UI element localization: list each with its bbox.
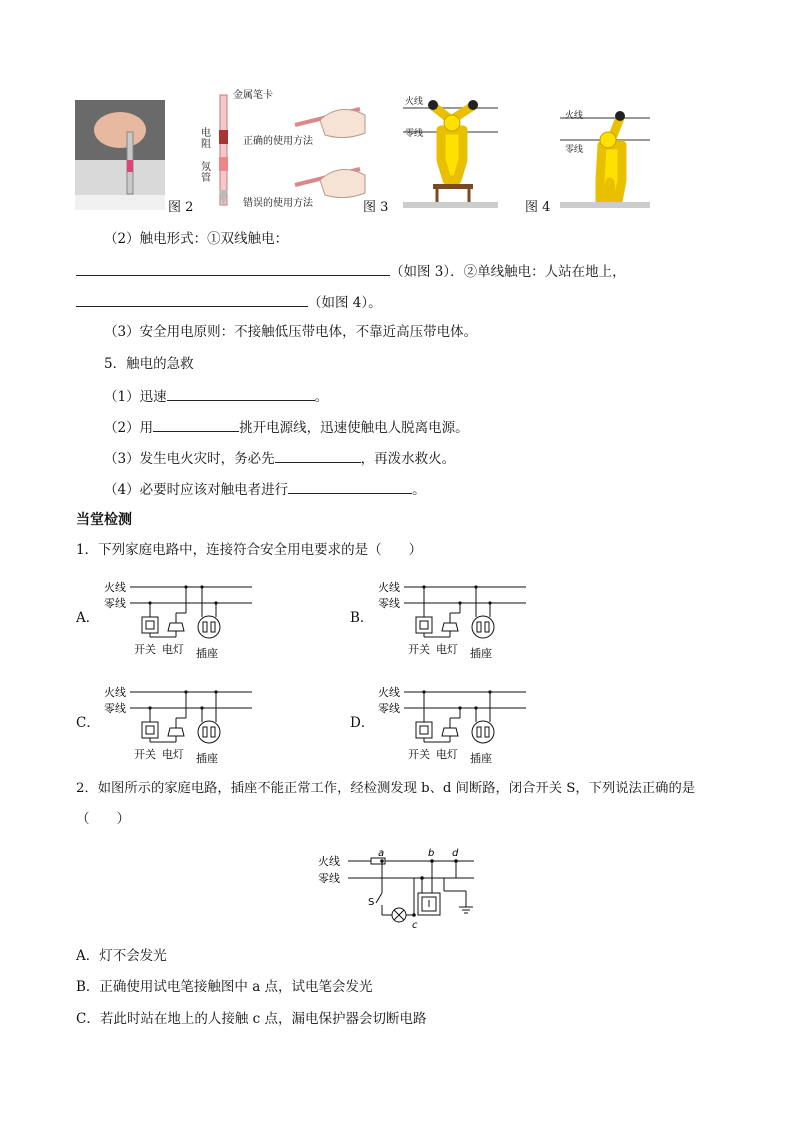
fig3-live-label: 火线 bbox=[405, 97, 424, 107]
tester-photo bbox=[75, 100, 165, 210]
answer-blank[interactable] bbox=[275, 448, 361, 463]
svg-text:开关: 开关 bbox=[134, 643, 156, 656]
q1-option-label-d[interactable]: D． bbox=[350, 715, 375, 731]
first-aid-item1: （1）迅速 。 bbox=[104, 386, 328, 406]
first-aid-item2: （2）用 挑开电源线，迅速使触电人脱离电源。 bbox=[104, 417, 469, 437]
q1-option-label-a[interactable]: A． bbox=[76, 610, 100, 626]
fig4-live-label: 火线 bbox=[565, 111, 584, 121]
check-heading: 当堂检测 bbox=[76, 512, 132, 528]
svg-text:插座: 插座 bbox=[196, 647, 218, 660]
svg-text:电灯: 电灯 bbox=[162, 643, 184, 656]
q1-circuit-c[interactable] bbox=[104, 680, 254, 765]
figure-row bbox=[75, 80, 675, 215]
svg-text:S: S bbox=[368, 897, 375, 908]
question-1: 1．下列家庭电路中，连接符合安全用电要求的是（ ） bbox=[76, 542, 423, 558]
q1-option-label-c[interactable]: C． bbox=[76, 715, 100, 731]
svg-text:零线: 零线 bbox=[104, 597, 126, 610]
fig3-caption: 图 3 bbox=[363, 200, 389, 215]
svg-text:电灯: 电灯 bbox=[436, 643, 458, 656]
svg-text:电灯: 电灯 bbox=[436, 748, 458, 761]
svg-text:插座: 插座 bbox=[196, 752, 218, 765]
first-aid-item3: （3）发生电火灾时，务必先 ，再泼水救火。 bbox=[104, 448, 455, 468]
q2-option-b[interactable]: B．正确使用试电笔接触图中 a 点，试电笔会发光 bbox=[76, 979, 373, 995]
svg-text:火线: 火线 bbox=[378, 581, 400, 594]
svg-text:插座: 插座 bbox=[470, 647, 492, 660]
answer-blank[interactable] bbox=[76, 261, 390, 276]
svg-text:火线: 火线 bbox=[378, 686, 400, 699]
q2-option-c[interactable]: C．若此时站在地上的人接触 c 点，漏电保护器会切断电路 bbox=[76, 1011, 427, 1027]
q2-live-label: 火线 bbox=[318, 855, 340, 868]
first-aid-item4: （4）必要时应该对触电者进行 。 bbox=[104, 479, 426, 499]
q1-circuit-a[interactable] bbox=[104, 575, 254, 660]
svg-text:d: d bbox=[452, 848, 459, 859]
metal-cap-label: 金属笔卡 bbox=[233, 90, 273, 101]
svg-text:a: a bbox=[378, 848, 385, 859]
svg-text:c: c bbox=[412, 920, 418, 930]
q1-option-label-b[interactable]: B． bbox=[350, 610, 374, 626]
fig4-caption: 图 4 bbox=[525, 200, 551, 215]
q1-circuit-d[interactable] bbox=[378, 680, 528, 765]
q1-circuit-b[interactable] bbox=[378, 575, 528, 660]
wrong-method-label: 错误的使用方法 bbox=[243, 198, 313, 209]
q2-option-a[interactable]: A．灯不会发光 bbox=[76, 948, 167, 964]
shock-forms-line1: （2）触电形式：①双线触电： bbox=[104, 231, 289, 247]
correct-method-label: 正确的使用方法 bbox=[243, 136, 313, 147]
answer-blank[interactable] bbox=[288, 479, 412, 494]
shock-forms-line2: （如图 3）．②单线触电：人站在地上， bbox=[76, 261, 626, 281]
fig2-caption: 图 2 bbox=[168, 200, 194, 215]
answer-blank[interactable] bbox=[76, 292, 308, 307]
safety-principle: （3）安全用电原则：不接触低压带电体，不靠近高压带电体。 bbox=[104, 324, 478, 340]
question-2-line2: （ ） bbox=[76, 811, 130, 827]
svg-text:b: b bbox=[428, 848, 435, 859]
svg-text:火线: 火线 bbox=[104, 686, 126, 699]
svg-text:电灯: 电灯 bbox=[162, 748, 184, 761]
svg-text:零线: 零线 bbox=[104, 702, 126, 715]
double-wire-shock-figure bbox=[403, 90, 498, 210]
tester-usage-diagram bbox=[195, 85, 375, 210]
q2-circuit-diagram bbox=[316, 845, 481, 930]
neon-label: 氖管 bbox=[201, 162, 211, 184]
svg-text:插座: 插座 bbox=[470, 752, 492, 765]
resistor-label: 电阻 bbox=[201, 128, 211, 150]
fig3-neutral-label: 零线 bbox=[405, 129, 424, 139]
svg-text:开关: 开关 bbox=[408, 748, 430, 761]
svg-text:零线: 零线 bbox=[378, 597, 400, 610]
answer-blank[interactable] bbox=[167, 386, 315, 401]
question-2-line1: 2．如图所示的家庭电路，插座不能正常工作，经检测发现 b、d 间断路，闭合开关 S，下列说法正确的是 bbox=[76, 781, 696, 796]
first-aid-title: 5．触电的急救 bbox=[104, 356, 194, 372]
q2-neutral-label: 零线 bbox=[318, 872, 340, 885]
shock-forms-line3: （如图 4）。 bbox=[76, 292, 382, 312]
svg-text:火线: 火线 bbox=[104, 581, 126, 594]
svg-text:开关: 开关 bbox=[134, 748, 156, 761]
answer-blank[interactable] bbox=[153, 417, 239, 432]
svg-text:开关: 开关 bbox=[408, 643, 430, 656]
svg-text:零线: 零线 bbox=[378, 702, 400, 715]
fig4-neutral-label: 零线 bbox=[565, 145, 584, 155]
